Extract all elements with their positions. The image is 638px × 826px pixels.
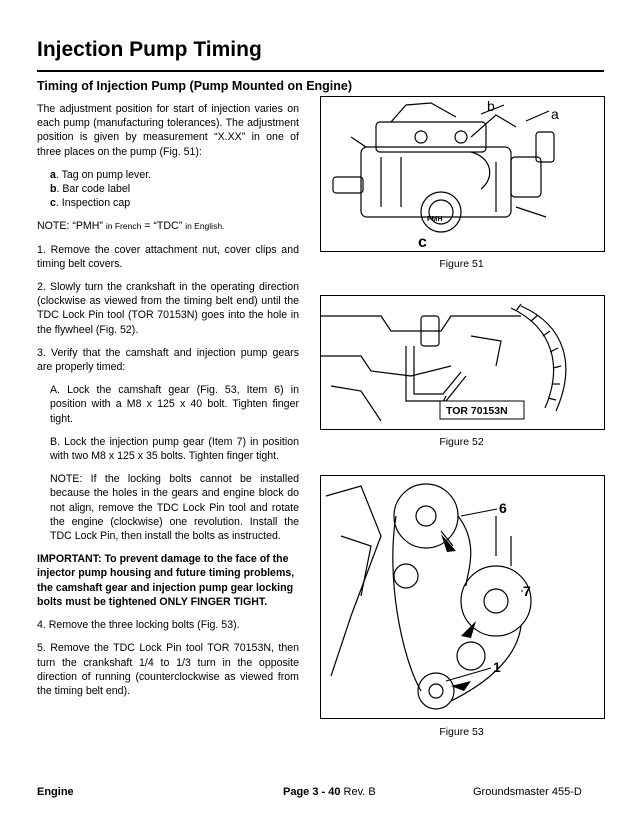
important-notice: IMPORTANT: To prevent damage to the face of the injector pump housing and future timing problems, the camshaft gear and injection pump gear locking bolts must be tightened ONLY FINGER TIGHT. [37, 553, 295, 608]
page-title: Injection Pump Timing [37, 38, 262, 61]
footer-section: Engine [37, 786, 74, 798]
location-list [37, 168, 299, 211]
item-7-label: 7 [523, 583, 531, 599]
figure-52-tdc-lock-pin [320, 295, 605, 430]
section-subtitle: Timing of Injection Pump (Pump Mounted on Engine) [37, 79, 353, 93]
footer-product: Groundsmaster 455-D [473, 786, 582, 798]
step-3b: B. Lock the injection pump gear (Item 7) in position with two M8 x 125 x 35 bolts. Tighten finger tight. [50, 435, 299, 463]
figure-51-injection-pump [320, 96, 605, 252]
note-pmh: NOTE: “PMH” in French = “TDC” in English. [37, 220, 225, 233]
step-2: 2. Slowly turn the crankshaft in the operating direction (clockwise as viewed from the timing belt end) until the TDC Lock Pin tool (TOR 70153N) goes into the hole in the flywheel (Fig. 52). [37, 281, 299, 336]
list-item: b. Bar code label [50, 183, 131, 196]
step-1: 1. Remove the cover attachment nut, cover clips and timing belt covers. [37, 243, 299, 270]
figure-51-caption: Figure 51 [439, 258, 484, 270]
body-text-column [37, 102, 299, 707]
footer-page: Page 3 - 40 Rev. B [283, 786, 376, 798]
figure-52-caption: Figure 52 [439, 436, 484, 448]
figure-53-timing-gears [320, 475, 605, 719]
figure-51-label-a: a [551, 106, 559, 122]
item-1-label: 1 [493, 659, 501, 675]
step-4: 4. Remove the three locking bolts (Fig. 53). [37, 619, 240, 632]
tool-callout-label: TOR 70153N [446, 405, 508, 417]
item-6-label: 6 [499, 500, 507, 516]
list-item: c. Inspection cap [50, 197, 131, 210]
figure-51-label-b: b [487, 98, 495, 114]
step-3a: A. Lock the camshaft gear (Fig. 53, Item 6) in position with a M8 x 125 x 40 bolt. Tighten finger tight. [50, 384, 299, 425]
figure-53-caption: Figure 53 [439, 726, 484, 738]
pmh-label: PMH [427, 216, 443, 223]
title-rule [37, 70, 604, 72]
intro-paragraph: The adjustment position for start of injection varies on each pump (manufacturing tolerances). The adjustment position is given by measurement “X.XX” in one of three places on the pump (Fig. 51): [37, 103, 299, 158]
list-item: a. Tag on pump lever. [50, 168, 152, 181]
figure-51-label-c: c [418, 234, 427, 251]
step-3: 3. Verify that the camshaft and injection pump gears are properly timed: [37, 346, 299, 374]
note-locking-bolts: NOTE: If the locking bolts cannot be installed because the holes in the gears and engine block do not align, remove the TDC Lock Pin tool and rotate the engine (clockwise) one revolution. Install the TDC Lock Pin, then install the bolts as instructed. [50, 473, 299, 543]
step-5: 5. Remove the TDC Lock Pin tool TOR 70153N, then turn the crankshaft 1/4 to 1/3 turn in the opposite direction of running (counterclockwise as viewed from the timing belt end). [37, 642, 299, 697]
